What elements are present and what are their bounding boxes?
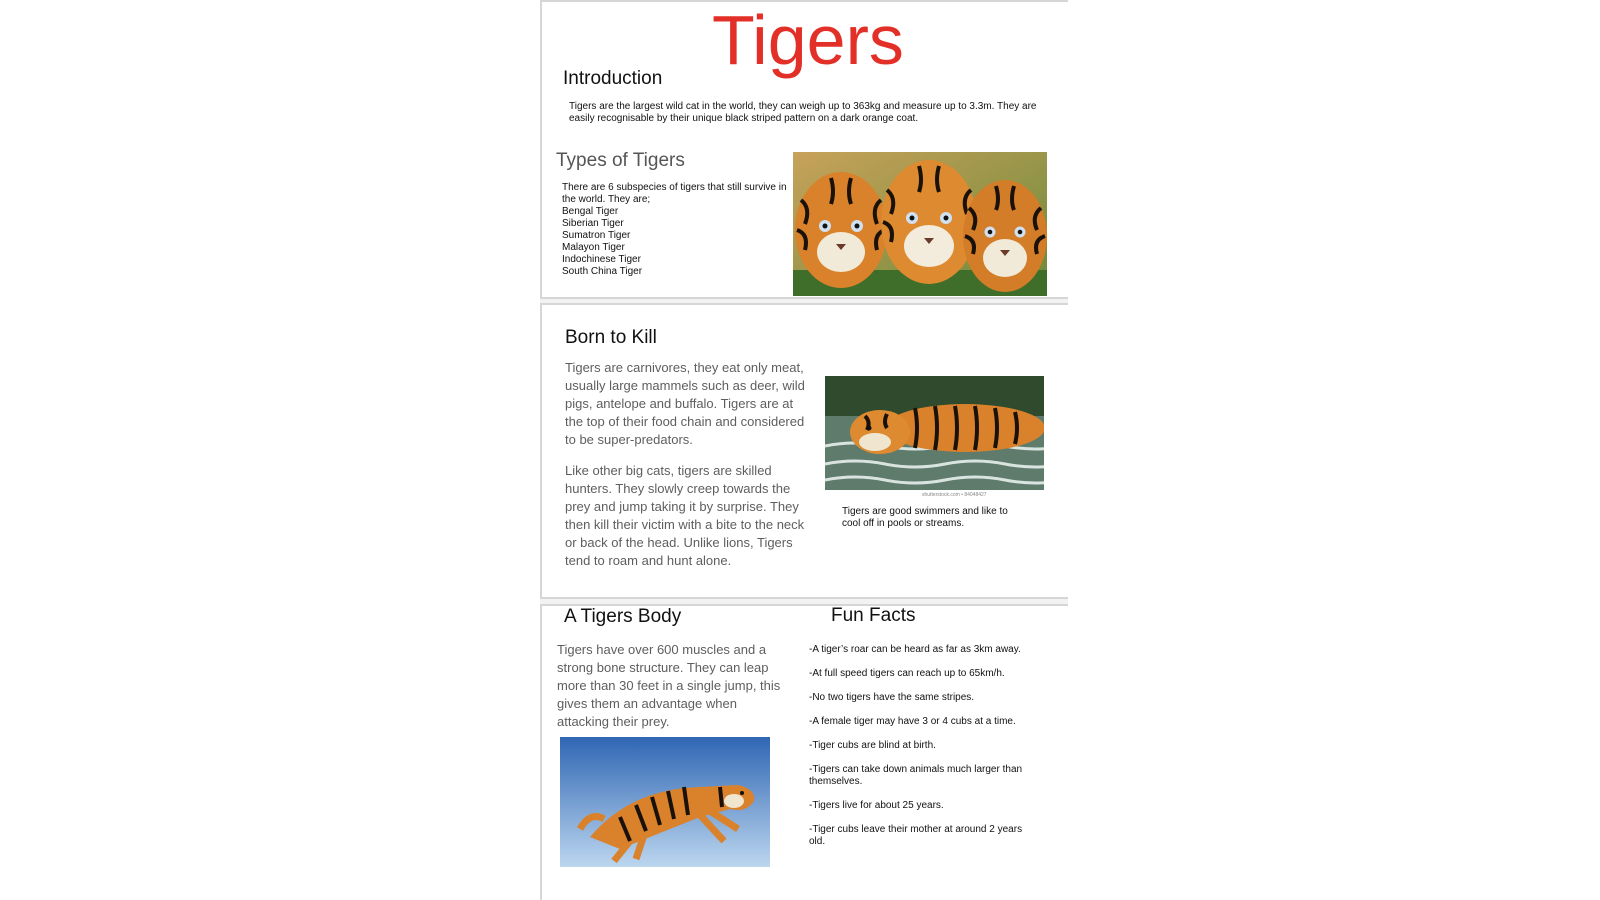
slide-born-to-kill bbox=[540, 303, 1068, 599]
tiger-cubs-photo bbox=[793, 152, 1047, 296]
page-title: Tigers bbox=[712, 1, 904, 79]
introduction-heading: Introduction bbox=[563, 68, 663, 89]
list-item: -Tigers can take down animals much larger than themselves. bbox=[809, 764, 1023, 787]
swimming-caption: Tigers are good swimmers and like to cool off in pools or streams. bbox=[842, 506, 1008, 529]
born-to-kill-paragraph-1: Tigers are carnivores, they eat only meat, usually large mammels such as deer, wild pigs, antelope and buffalo. Tigers are at the top of their food chain and considered to be super-predators. bbox=[565, 360, 805, 447]
tigers-body-heading: A Tigers Body bbox=[564, 606, 682, 627]
list-item: -At full speed tigers can reach up to 65km/h. bbox=[809, 668, 1005, 679]
leaping-tiger-photo bbox=[560, 737, 770, 867]
list-item: -No two tigers have the same stripes. bbox=[809, 692, 975, 703]
list-item: Sumatron Tiger bbox=[562, 230, 631, 241]
slide-introduction bbox=[540, 0, 1068, 299]
fun-facts-list bbox=[809, 644, 1039, 860]
slide-tiger-body bbox=[540, 604, 1068, 900]
document-page bbox=[540, 0, 1068, 900]
list-item: -Tiger cubs are blind at birth. bbox=[809, 740, 936, 751]
list-item: -Tiger cubs leave their mother at around 2 years old. bbox=[809, 824, 1023, 847]
fun-facts-heading: Fun Facts bbox=[831, 605, 916, 626]
tigers-body-text: Tigers have over 600 muscles and a strong bone structure. They can leap more than 30 feet in a single jump, this gives them an advantage when attacking their prey. bbox=[557, 642, 781, 729]
list-item: -A female tiger may have 3 or 4 cubs at a time. bbox=[809, 716, 1016, 727]
born-to-kill-heading: Born to Kill bbox=[565, 327, 657, 348]
introduction-text: Tigers are the largest wild cat in the world, they can weigh up to 363kg and measure up to 3.3m. They are easily recognisable by their unique black striped pattern on a dark orange coat. bbox=[569, 101, 1037, 124]
born-to-kill-paragraph-2: Like other big cats, tigers are skilled hunters. They slowly creep towards the prey and jump taking it by surprise. They then kill their victim with a bite to the neck or back of the head. Unlike lions, Tigers tend to roam and hunt alone. bbox=[565, 463, 805, 568]
swimming-tiger-photo bbox=[825, 376, 1044, 490]
types-list bbox=[562, 206, 642, 278]
list-item: Indochinese Tiger bbox=[562, 254, 641, 265]
list-item: -A tiger’s roar can be heard as far as 3km away. bbox=[809, 644, 1021, 655]
list-item: -Tigers live for about 25 years. bbox=[809, 800, 944, 811]
list-item: South China Tiger bbox=[562, 266, 643, 277]
list-item: Siberian Tiger bbox=[562, 218, 624, 229]
list-item: Malayon Tiger bbox=[562, 242, 625, 253]
photo-watermark: shutterstock.com • 84048427 bbox=[922, 492, 987, 498]
types-intro-text: There are 6 subspecies of tigers that still survive in the world. They are; bbox=[562, 182, 787, 205]
types-heading: Types of Tigers bbox=[556, 150, 685, 171]
list-item: Bengal Tiger bbox=[562, 206, 619, 217]
